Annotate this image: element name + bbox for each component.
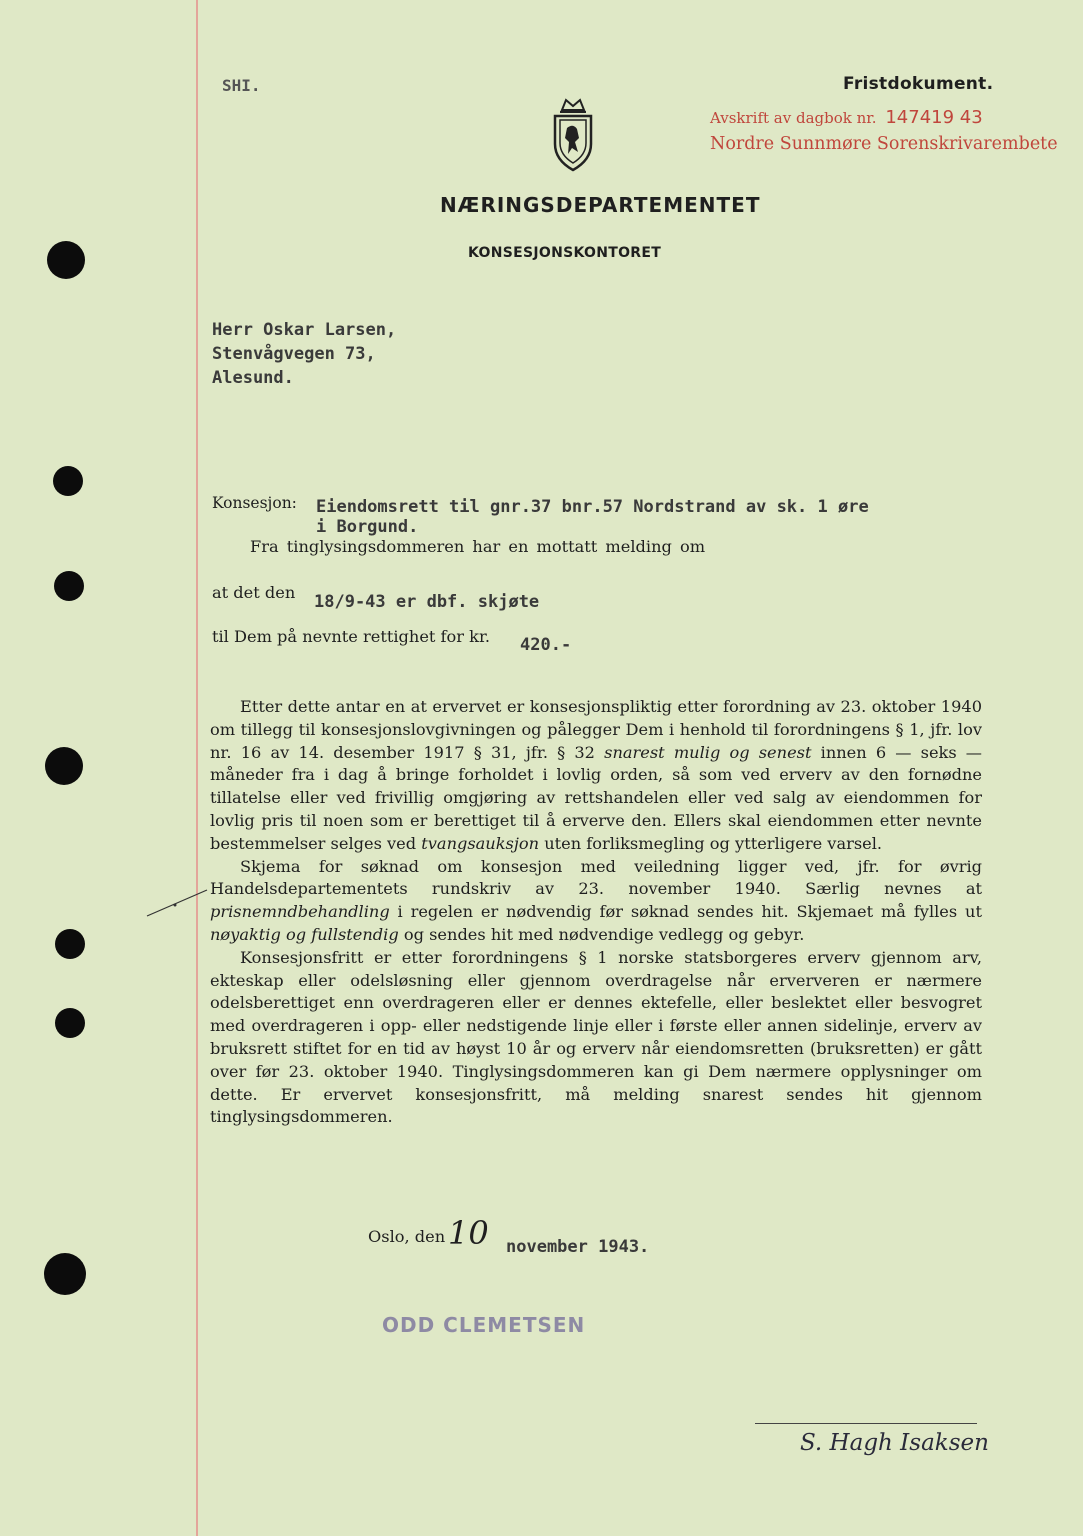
addressee-block [212, 318, 396, 390]
punch-hole [55, 929, 85, 959]
addressee-line: Stenvågvegen 73, [212, 344, 376, 364]
sender-code: SHI. [222, 76, 261, 95]
punch-hole [44, 1253, 86, 1295]
margin-line [196, 0, 198, 1536]
paragraph-application: Skjema for søknad om konsesjon med veiledning ligger ved, jfr. for øvrig Handelsdepartementets rundskriv av 23. november 1940. Særlig nevnes at prisnemndbehandling i regelen er nødvendig før søknad sendes hit. Skjemaet må fylles ut nøyaktig og fullstendig og sendes hit med nødvendige vedlegg og gebyr. [210, 856, 982, 944]
konsesjon-text-line-1: Eiendomsrett til gnr.37 bnr.57 Nordstrand av sk. 1 øre [316, 497, 869, 517]
paragraph-exemptions: Konsesjonsfritt er etter forordningens § 1 norske statsborgeres erverv gjennom arv, ekteskap eller odelsløsning eller gjennom overdragelse når erververen er nærmere odelsberettiget enn overdrageren eller er dennes ektefelle, eller beslektet eller besvogret med overdrageren i opp- eller nedstigende linje eller i første eller annen sidelinje, erverv av bruksrett stiftet for en tid av høyst 10 år og erverv når eiendomsretten (bruksretten) er gått over før 23. oktober 1940. Tinglysingsdommeren kan gi Dem nærmere opplysninger om dette. Er ervervet konsesjonsfritt, må melding snarest sendes hit gjennom tinglysingsdommeren. [210, 947, 982, 1127]
price-value: 420.- [520, 635, 572, 655]
coat-of-arms-icon [548, 96, 598, 172]
signature-line [755, 1423, 977, 1424]
date-day-handwritten: 10 [448, 1214, 489, 1252]
date-value: 18/9-43 er dbf. skjøte [314, 592, 540, 612]
body-text [210, 696, 982, 1129]
punch-hole [54, 571, 84, 601]
addressee-line: Herr Oskar Larsen, [212, 320, 397, 340]
stamp-line-2: Nordre Sunnmøre Sorenskrivarembete [710, 134, 1058, 154]
stamp-prefix: Avskrift av dagbok nr. [710, 109, 877, 127]
punch-hole [45, 747, 83, 785]
name-stamp: ODD CLEMETSEN [382, 1313, 586, 1337]
department-title: NÆRINGSDEPARTEMENTET [440, 193, 761, 217]
date-label: at det den [212, 583, 296, 602]
konsesjon-label: Konsesjon: [212, 494, 297, 512]
konsesjon-text-line-2: i Borgund. [316, 517, 419, 537]
stamp-year: 19 43 [931, 107, 983, 128]
handwritten-signature: S. Hagh Isaksen [800, 1430, 989, 1456]
punch-hole [47, 241, 85, 279]
addressee-line: Alesund. [212, 368, 294, 388]
price-label: til Dem på nevnte rettighet for kr. [212, 627, 491, 646]
punch-hole [55, 1008, 85, 1038]
stamp-number: 1474 [885, 107, 932, 128]
konsesjon-intro: Fra tinglysingsdommeren har en mottatt melding om [250, 537, 706, 556]
punch-hole [53, 466, 83, 496]
office-title: KONSESJONSKONTORET [468, 245, 662, 261]
place-label: Oslo, den [368, 1227, 446, 1246]
margin-pencil-mark [145, 886, 209, 920]
date-month-year: november 1943. [506, 1237, 650, 1257]
paragraph-obligation: Etter dette antar en at ervervet er konsesjonspliktig etter forordning av 23. oktober 1940 om tillegg til konsesjonslovgivningen og pålegger Dem i henhold til forordningens § 1, jfr. lov nr. 16 av 14. desember 1917 § 31, jfr. § 32 snarest mulig og senest innen 6 — seks — måneder fra i dag å bringe forholdet i lovlig orden, så som ved erverv av den fornødne tillatelse eller ved frivillig omgjøring av rettshandelen eller ved salg av eiendommen for lovlig pris til noen som er berettiget til å erverve den. Ellers skal eiendommen etter nevnte bestemmelser selges ved tvangsauksjon uten forliksmegling og ytterligere varsel. [210, 697, 982, 853]
stamp-line-1 [710, 107, 983, 128]
document-type: Fristdokument. [843, 74, 994, 94]
